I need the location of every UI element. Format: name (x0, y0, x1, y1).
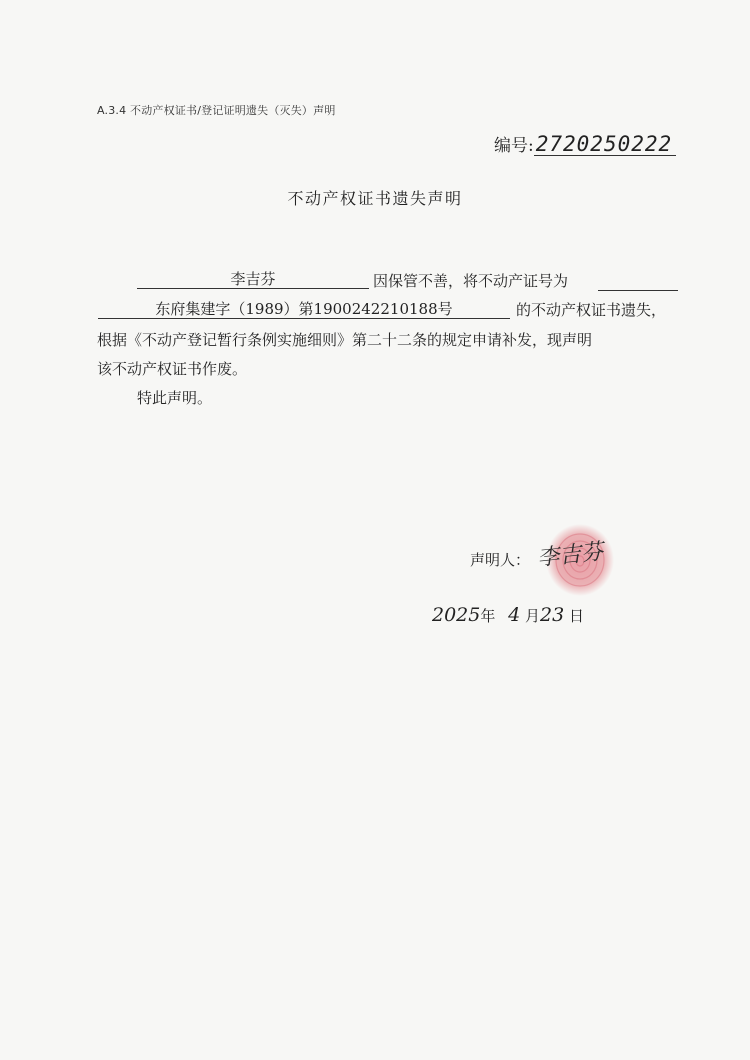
declarant-name-field: 李吉芬 (137, 270, 369, 289)
date-day: 23 (540, 604, 565, 626)
certificate-number-field: 东府集建字（1989）第1900242210188号 (98, 300, 510, 319)
closing-statement: 特此声明。 (137, 389, 213, 407)
handwritten-signature: 李吉芬 (536, 539, 605, 572)
document-number (494, 131, 676, 156)
declarant-label: 声明人： (470, 551, 531, 569)
date-month-suffix: 月 (525, 607, 541, 625)
declaration-date (432, 604, 584, 626)
date-month: 4 (508, 604, 521, 626)
page-title: 不动产权证书遗失声明 (287, 189, 463, 208)
body-text-4: 该不动产权证书作废。 (97, 360, 248, 378)
body-text-2: 的不动产权证书遗失， (516, 301, 667, 319)
date-year-suffix: 年 (480, 607, 496, 625)
blank-underline (598, 272, 678, 291)
document-number-value: 2720250222 (534, 133, 676, 156)
date-year: 2025 (432, 604, 481, 626)
form-reference: A.3.4 不动产权证书/登记证明遗失（灭失）声明 (97, 104, 336, 117)
body-text-1: 因保管不善，将不动产证号为 (373, 272, 569, 290)
document-number-label: 编号: (494, 136, 534, 156)
date-day-suffix: 日 (569, 607, 585, 625)
body-text-3: 根据《不动产登记暂行条例实施细则》第二十二条的规定申请补发，现声明 (97, 331, 593, 349)
